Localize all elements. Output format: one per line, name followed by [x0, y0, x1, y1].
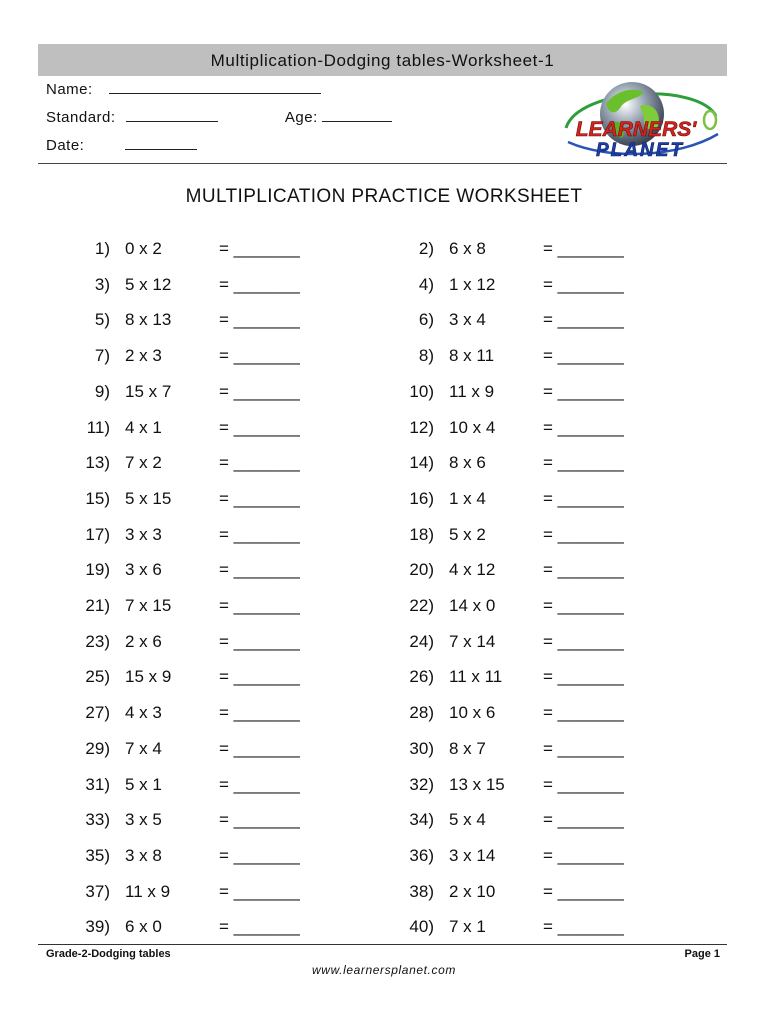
problem-number: 7): [94, 346, 110, 366]
problem-item: [72, 453, 332, 475]
answer-blank: = _______: [219, 524, 300, 544]
problem-expression: 5 x 12: [125, 274, 172, 294]
problem-expression: 0 x 2: [125, 239, 162, 258]
problem-item: [72, 667, 332, 689]
problem-number: 21): [85, 596, 110, 615]
problem-expression: 6 x 8: [449, 239, 486, 258]
date-row: [46, 136, 197, 154]
problem-item: [396, 917, 656, 939]
answer-blank: = _______: [219, 453, 300, 473]
problem-number: 26): [409, 667, 434, 687]
problem-item: [396, 775, 656, 797]
worksheet-title: Multiplication-Dodging tables-Worksheet-1: [38, 44, 727, 76]
problem-number: 12): [409, 417, 434, 437]
problem-item: [72, 275, 332, 297]
problem-expression: 15 x 9: [125, 667, 172, 687]
answer-blank: = _______: [543, 274, 624, 294]
answer-blank: = _______: [219, 274, 300, 294]
answer-blank: = _______: [219, 917, 300, 937]
problem-number: 40): [409, 917, 434, 937]
problem-expression: 4 x 1: [125, 417, 162, 437]
problem-item: [72, 703, 332, 725]
problem-item: [72, 346, 332, 368]
problem-number: 34): [409, 810, 434, 830]
problem-item: [396, 739, 656, 761]
problem-number: 4): [418, 274, 434, 294]
problem-expression: 2 x 6: [125, 631, 162, 651]
problem-expression: 3 x 5: [125, 810, 162, 830]
problem-expression: 8 x 13: [125, 310, 172, 330]
problem-item: [72, 382, 332, 404]
footer-page-number: Page 1: [684, 948, 720, 960]
problem-item: [396, 310, 656, 332]
standard-age-row: [46, 108, 392, 126]
problem-item: [72, 882, 332, 904]
problem-item: [72, 846, 332, 868]
answer-blank: = _______: [219, 810, 300, 830]
problem-expression: 8 x 6: [449, 453, 486, 473]
problem-number: 27): [85, 703, 110, 723]
problem-number: 33): [85, 810, 110, 830]
date-blank: [125, 136, 197, 150]
problem-number: 1): [94, 239, 110, 258]
problem-number: 32): [409, 774, 434, 794]
logo-text-planet: PLANET: [596, 140, 684, 161]
answer-blank: = _______: [543, 631, 624, 651]
problem-number: 25): [85, 667, 110, 687]
problem-expression: 5 x 15: [125, 488, 172, 508]
answer-blank: = _______: [219, 310, 300, 330]
footer-divider: [38, 944, 727, 945]
answer-blank: = _______: [219, 881, 300, 901]
problem-number: 14): [409, 453, 434, 473]
problem-item: [72, 418, 332, 440]
problem-number: 39): [85, 917, 110, 937]
problem-item: [72, 310, 332, 332]
problem-item: [396, 239, 656, 261]
problem-expression: 5 x 2: [449, 524, 486, 544]
problem-number: 22): [409, 596, 434, 615]
answer-blank: = _______: [543, 381, 624, 401]
answer-blank: = _______: [219, 738, 300, 758]
problem-expression: 7 x 15: [125, 596, 172, 615]
problem-expression: 3 x 14: [449, 845, 496, 865]
problem-item: [396, 596, 656, 618]
answer-blank: = _______: [219, 417, 300, 437]
problem-expression: 2 x 10: [449, 881, 496, 901]
problem-number: 5): [94, 310, 110, 330]
problem-expression: 6 x 0: [125, 917, 162, 937]
problem-expression: 3 x 4: [449, 310, 486, 330]
answer-blank: = _______: [219, 845, 300, 865]
date-label: Date:: [46, 137, 85, 154]
problem-number: 8): [418, 346, 434, 366]
problem-number: 13): [85, 453, 110, 473]
problem-expression: 8 x 11: [449, 346, 495, 366]
problem-item: [396, 346, 656, 368]
header-divider: [38, 163, 727, 164]
problem-number: 38): [409, 881, 434, 901]
problem-item: [72, 239, 332, 261]
answer-blank: = _______: [543, 488, 624, 508]
problem-item: [396, 525, 656, 547]
problem-expression: 8 x 7: [449, 738, 486, 758]
problem-item: [396, 882, 656, 904]
problem-item: [396, 632, 656, 654]
age-label: Age:: [284, 109, 318, 126]
problem-number: 2): [418, 239, 434, 258]
problem-expression: 11 x 9: [125, 881, 171, 901]
problem-number: 35): [85, 845, 110, 865]
answer-blank: = _______: [543, 703, 624, 723]
problem-number: 24): [409, 631, 434, 651]
problem-number: 23): [85, 631, 110, 651]
problem-expression: 13 x 15: [449, 774, 505, 794]
name-label: Name:: [46, 81, 93, 98]
problem-expression: 15 x 7: [125, 381, 172, 401]
problem-number: 28): [409, 703, 434, 723]
problem-expression: 5 x 1: [125, 774, 162, 794]
problem-number: 29): [85, 738, 110, 758]
problem-expression: 3 x 8: [125, 845, 162, 865]
answer-blank: = _______: [219, 488, 300, 508]
problem-item: [396, 667, 656, 689]
problem-number: 11): [86, 417, 110, 437]
problem-expression: 7 x 14: [449, 631, 496, 651]
problem-item: [72, 560, 332, 582]
problem-item: [396, 810, 656, 832]
problem-item: [396, 453, 656, 475]
problem-expression: 10 x 4: [449, 417, 496, 437]
problem-item: [72, 489, 332, 511]
answer-blank: = _______: [543, 810, 624, 830]
answer-blank: = _______: [543, 453, 624, 473]
problem-number: 31): [85, 774, 110, 794]
problem-number: 37): [85, 881, 110, 901]
worksheet-heading: MULTIPLICATION PRACTICE WORKSHEET: [185, 186, 583, 207]
problem-item: [396, 489, 656, 511]
standard-blank: [126, 108, 218, 122]
name-row: [46, 80, 321, 98]
problem-number: 9): [94, 381, 110, 401]
name-blank: [109, 80, 321, 94]
problem-expression: 1 x 12: [449, 274, 496, 294]
learners-planet-logo: [548, 76, 723, 162]
answer-blank: = _______: [543, 845, 624, 865]
answer-blank: = _______: [219, 560, 300, 580]
problem-expression: 2 x 3: [125, 346, 162, 366]
problem-number: 36): [409, 845, 434, 865]
answer-blank: = _______: [219, 239, 300, 258]
problem-item: [396, 703, 656, 725]
age-blank: [322, 108, 392, 122]
problem-expression: 3 x 3: [125, 524, 162, 544]
problem-number: 20): [409, 560, 434, 580]
problem-expression: 4 x 3: [125, 703, 162, 723]
problem-expression: 14 x 0: [449, 596, 496, 615]
problem-item: [72, 775, 332, 797]
problem-expression: 11 x 11: [449, 667, 503, 687]
problem-number: 30): [409, 738, 434, 758]
answer-blank: = _______: [543, 524, 624, 544]
answer-blank: = _______: [543, 774, 624, 794]
answer-blank: = _______: [219, 667, 300, 687]
answer-blank: = _______: [543, 667, 624, 687]
problem-item: [396, 846, 656, 868]
problem-expression: 5 x 4: [449, 810, 486, 830]
problem-number: 18): [409, 524, 434, 544]
answer-blank: = _______: [543, 917, 624, 937]
answer-blank: = _______: [543, 310, 624, 330]
problem-number: 19): [85, 560, 110, 580]
answer-blank: = _______: [219, 596, 300, 615]
problem-number: 3): [94, 274, 110, 294]
problem-number: 17): [85, 524, 110, 544]
standard-label: Standard:: [46, 109, 116, 126]
problem-item: [72, 632, 332, 654]
answer-blank: = _______: [543, 346, 624, 366]
logo-text-learners: LEARNERS': [575, 118, 697, 141]
answer-blank: = _______: [543, 560, 624, 580]
problem-number: 10): [409, 381, 434, 401]
answer-blank: = _______: [543, 417, 624, 437]
answer-blank: = _______: [219, 346, 300, 366]
answer-blank: = _______: [219, 703, 300, 723]
answer-blank: = _______: [219, 774, 300, 794]
problem-item: [72, 596, 332, 618]
problem-item: [396, 275, 656, 297]
answer-blank: = _______: [219, 381, 300, 401]
problem-expression: 7 x 1: [449, 917, 486, 937]
problem-expression: 7 x 2: [125, 453, 162, 473]
problem-expression: 4 x 12: [449, 560, 496, 580]
problem-item: [72, 810, 332, 832]
answer-blank: = _______: [543, 881, 624, 901]
problem-number: 16): [409, 488, 434, 508]
problem-item: [396, 560, 656, 582]
answer-blank: = _______: [219, 631, 300, 651]
problem-expression: 1 x 4: [449, 488, 486, 508]
answer-blank: = _______: [543, 239, 624, 258]
problem-item: [72, 525, 332, 547]
problem-expression: 11 x 9: [449, 381, 495, 401]
problem-item: [72, 739, 332, 761]
problem-expression: 3 x 6: [125, 560, 162, 580]
problem-item: [396, 418, 656, 440]
problem-item: [396, 382, 656, 404]
problem-expression: 7 x 4: [125, 738, 162, 758]
problem-expression: 10 x 6: [449, 703, 496, 723]
answer-blank: = _______: [543, 738, 624, 758]
problem-number: 15): [85, 488, 110, 508]
footer-website: www.learnersplanet.com: [312, 963, 456, 977]
problem-number: 6): [418, 310, 434, 330]
footer-grade-label: Grade-2-Dodging tables: [46, 948, 171, 960]
answer-blank: = _______: [543, 596, 624, 615]
problem-item: [72, 917, 332, 939]
